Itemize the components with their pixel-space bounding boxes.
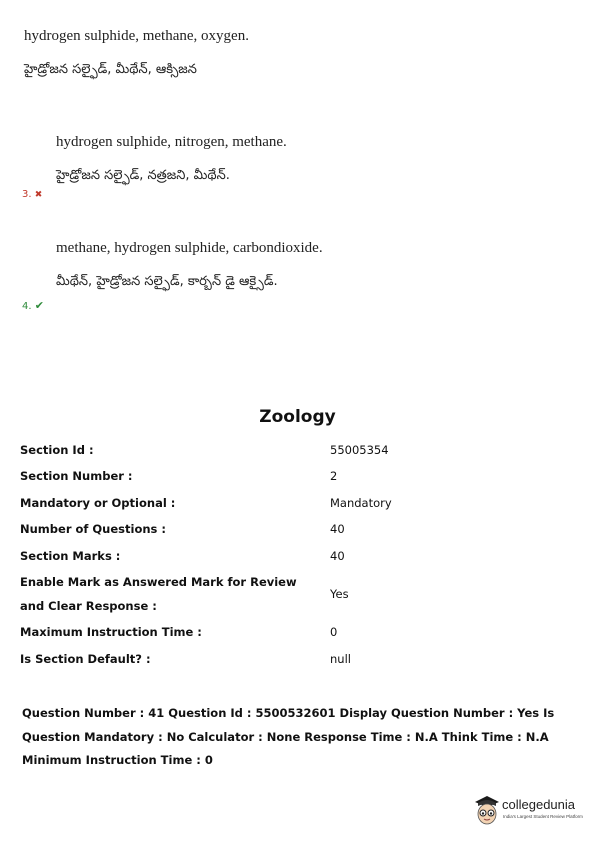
section-row-label: Section Marks : — [20, 549, 121, 563]
section-row-label: Enable Mark as Answered Mark for Review and Clear Response : — [20, 575, 297, 613]
option-number: 4. ✔ — [22, 299, 44, 312]
option-telugu-text: హైడ్రోజన సల్ఫైడ్, నత్రజని, మీథేన్. — [56, 168, 230, 183]
option-english-text: hydrogen sulphide, methane, oxygen. — [24, 28, 249, 44]
option-number: 3. ✖ — [22, 189, 43, 200]
section-row-label: Maximum Instruction Time : — [20, 625, 202, 639]
section-row-label: Section Id : — [20, 443, 94, 457]
section-row-value: 40 — [330, 549, 345, 563]
cross-icon: ✖ — [34, 190, 43, 200]
option-telugu-text: మీథేన్, హైడ్రోజన సల్ఫైడ్, కార్బన్ డై ఆక్సైడ్. — [56, 274, 278, 289]
check-icon: ✔ — [34, 299, 44, 312]
section-row-label: Section Number : — [20, 469, 133, 483]
section-row-value: Mandatory — [330, 496, 392, 510]
question-info: Question Number : 41 Question Id : 5500532601 Display Question Number : Yes Is Question Mandatory : No Calculator : None Response Time : N.A Think Time : N.A Minimum Instruction Time : 0 — [22, 706, 555, 767]
option-english-text: methane, hydrogen sulphide, carbondioxide. — [56, 240, 323, 256]
section-row-value: 40 — [330, 522, 345, 536]
mascot-icon — [472, 793, 502, 827]
section-row-value: 0 — [330, 625, 338, 639]
logo-name: collegedunia — [502, 797, 576, 812]
section-row-value: null — [330, 652, 351, 666]
section-row-label: Mandatory or Optional : — [20, 496, 176, 510]
section-row-label: Number of Questions : — [20, 522, 166, 536]
section-row-value: 55005354 — [330, 443, 389, 457]
option-telugu-text: హైడ్రోజన సల్ఫైడ్, మీథేన్, ఆక్సిజన — [24, 62, 197, 77]
section-row-value: 2 — [330, 469, 338, 483]
option-english-text: hydrogen sulphide, nitrogen, methane. — [56, 134, 287, 150]
section-row-value: Yes — [330, 587, 349, 601]
logo-tagline: India's Largest Student Review Platform — [503, 814, 583, 819]
section-title: Zoology — [259, 407, 336, 427]
section-row-label: Is Section Default? : — [20, 652, 151, 666]
collegedunia-logo — [472, 793, 590, 829]
